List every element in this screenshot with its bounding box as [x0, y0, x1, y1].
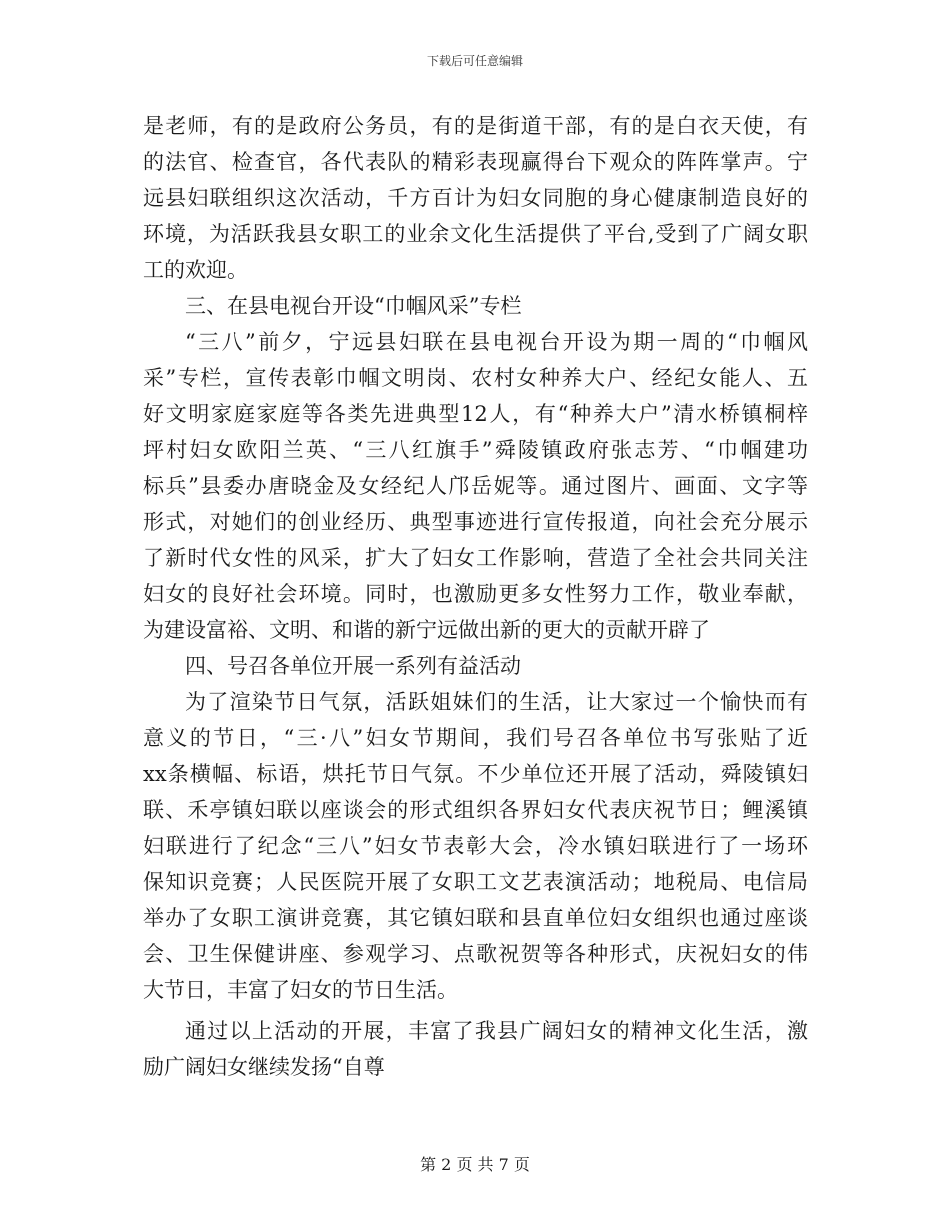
body-line: 保知识竞赛；人民医院开展了女职工文艺表演活动；地税局、电信局	[143, 870, 808, 894]
header-note: 下载后可任意编辑	[426, 54, 523, 68]
body-line: 举办了女职工演讲竞赛，其它镇妇联和县直单位妇女组织也通过座谈	[143, 906, 808, 930]
section-heading: 三、在县电视台开设“巾帼风采”专栏	[185, 294, 522, 318]
body-line: 妇女的良好社会环境。同时，也激励更多女性努力工作，敬业奉献，	[143, 582, 808, 606]
page-footer	[0, 1155, 950, 1175]
body-line: xx条横幅、标语，烘托节日气氛。不少单位还开展了活动，舜陵镇妇	[143, 762, 808, 786]
body-line: 会、卫生保健讲座、参观学习、点歌祝贺等各种形式，庆祝妇女的伟	[143, 942, 808, 966]
page-number: 第 2 页 共 7 页	[420, 1155, 530, 1174]
body-line: 了新时代女性的风采，扩大了妇女工作影响，营造了全社会共同关注	[143, 546, 808, 570]
body-line: 为建设富裕、文明、和谐的新宁远做出新的更大的贡献开辟了	[143, 618, 710, 642]
body-line: 环境，为活跃我县女职工的业余文化生活提供了平台,受到了广阔女职	[143, 222, 808, 246]
body-line: 工的欢迎。	[143, 258, 248, 282]
section-heading: 四、号召各单位开展一系列有益活动	[185, 654, 521, 678]
body-line: 联、禾亭镇妇联以座谈会的形式组织各界妇女代表庆祝节日；鲤溪镇	[143, 798, 808, 822]
body-line: 标兵”县委办唐晓金及女经纪人邝岳妮等。通过图片、画面、文字等	[143, 474, 808, 498]
body-line: 形式，对她们的创业经历、典型事迹进行宣传报道，向社会充分展示	[143, 510, 808, 534]
body-line: 为了渲染节日气氛，活跃姐妹们的生活，让大家过一个愉快而有	[185, 690, 808, 714]
body-line: 大节日，丰富了妇女的节日生活。	[143, 978, 458, 1002]
document-body	[143, 108, 808, 1085]
body-line: 远县妇联组织这次活动，千方百计为妇女同胞的身心健康制造良好的	[143, 186, 808, 210]
body-line: 好文明家庭家庭等各类先进典型12人，有“种养大户”清水桥镇桐梓	[143, 402, 808, 426]
body-line: 通过以上活动的开展，丰富了我县广阔妇女的精神文化生活，激	[185, 1019, 808, 1043]
page-header	[0, 53, 950, 69]
body-line: 坪村妇女欧阳兰英、“三八红旗手”舜陵镇政府张志芳、“巾帼建功	[143, 438, 808, 462]
body-line: 励广阔妇女继续发扬“自尊	[143, 1055, 385, 1079]
body-line: 采”专栏，宣传表彰巾帼文明岗、农村女种养大户、经纪女能人、五	[143, 366, 808, 390]
body-line: 妇联进行了纪念“三八”妇女节表彰大会，冷水镇妇联进行了一场环	[143, 834, 808, 858]
body-line: 意义的节日，“三·八”妇女节期间，我们号召各单位书写张贴了近	[143, 726, 808, 750]
body-line: 的法官、检查官，各代表队的精彩表现赢得台下观众的阵阵掌声。宁	[143, 150, 808, 174]
body-line: 是老师，有的是政府公务员，有的是街道干部，有的是白衣天使，有	[143, 114, 808, 138]
body-line: “三八”前夕，宁远县妇联在县电视台开设为期一周的“巾帼风	[185, 330, 808, 354]
